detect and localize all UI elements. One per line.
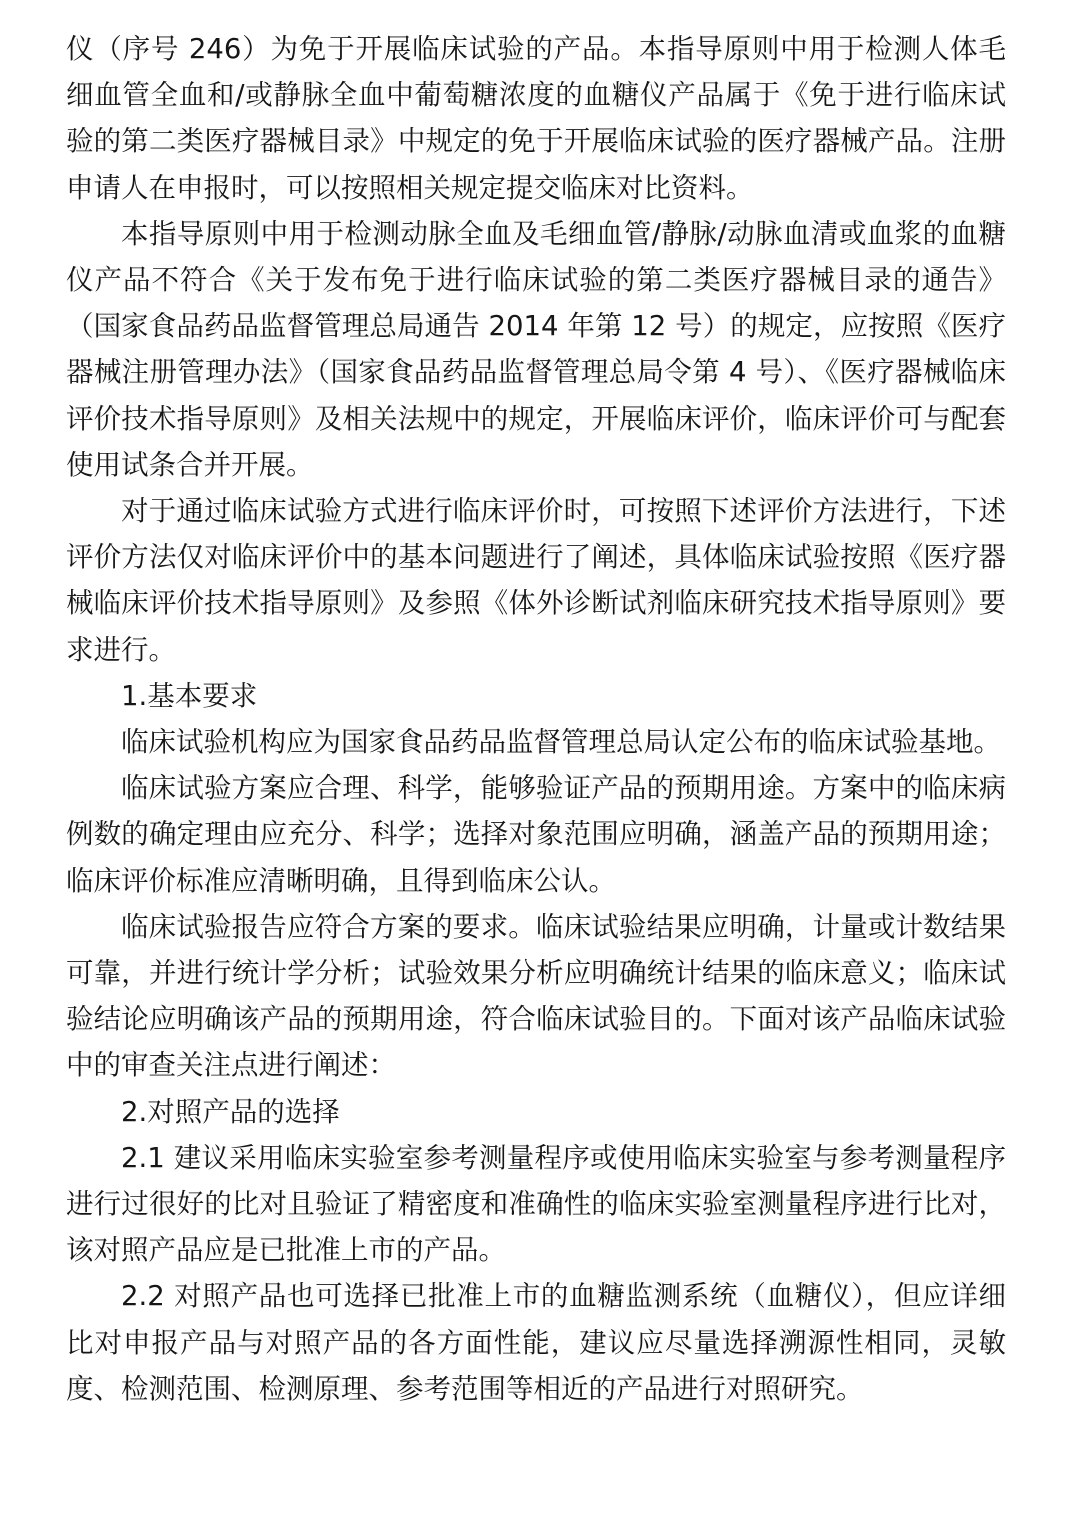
document-page	[66, 26, 1006, 1412]
paragraph-comparator-2-2: 2.2 对照产品也可选择已批准上市的血糖监测系统（血糖仪），但应详细比对申报产品与对照产品的各方面性能，建议应尽量选择溯源性相同，灵敏度、检测范围、检测原理、参考范围等相近的产品进行对照研究。	[66, 1280, 1006, 1405]
paragraph-clinical-evaluation-requirement: 本指导原则中用于检测动脉全血及毛细血管/静脉/动脉血清或血浆的血糖仪产品不符合《关于发布免于进行临床试验的第二类医疗器械目录的通告》（国家食品药品监督管理总局通告 2014 年第 12 号）的规定，应按照《医疗器械注册管理办法》（国家食品药品监督管理总局令第 4 号）、《医疗器械临床评价技术指导原则》及相关法规中的规定，开展临床评价，临床评价可与配套使用试条合并开展。	[66, 217, 1006, 481]
paragraph-trial-protocol: 临床试验方案应合理、科学，能够验证产品的预期用途。方案中的临床病例数的确定理由应充分、科学；选择对象范围应明确，涵盖产品的预期用途；临床评价标准应清晰明确，且得到临床公认。	[66, 772, 1006, 897]
paragraph-intro-continuation: 仪（序号 246）为免于开展临床试验的产品。本指导原则中用于检测人体毛细血管全血和/或静脉全血中葡萄糖浓度的血糖仪产品属于《免于进行临床试验的第二类医疗器械目录》中规定的免于开展临床试验的医疗器械产品。注册申请人在申报时，可以按照相关规定提交临床对比资料。	[66, 33, 1006, 204]
section-heading-basic-requirements: 1.基本要求	[121, 679, 258, 712]
section-heading-comparator-selection: 2.对照产品的选择	[121, 1095, 340, 1128]
paragraph-trial-report: 临床试验报告应符合方案的要求。临床试验结果应明确，计量或计数结果可靠，并进行统计学分析；试验效果分析应明确统计结果的临床意义；临床试验结论应明确该产品的预期用途，符合临床试验目的。下面对该产品临床试验中的审查关注点进行阐述：	[66, 910, 1006, 1082]
paragraph-trial-institution: 临床试验机构应为国家食品药品监督管理总局认定公布的临床试验基地。	[121, 726, 1001, 759]
paragraph-comparator-2-1: 2.1 建议采用临床实验室参考测量程序或使用临床实验室与参考测量程序进行过很好的比对且验证了精密度和准确性的临床实验室测量程序进行比对，该对照产品应是已批准上市的产品。	[66, 1141, 1006, 1267]
paragraph-evaluation-method: 对于通过临床试验方式进行临床评价时，可按照下述评价方法进行，下述评价方法仅对临床评价中的基本问题进行了阐述，具体临床试验按照《医疗器械临床评价技术指导原则》及参照《体外诊断试剂临床研究技术指导原则》要求进行。	[66, 495, 1006, 666]
